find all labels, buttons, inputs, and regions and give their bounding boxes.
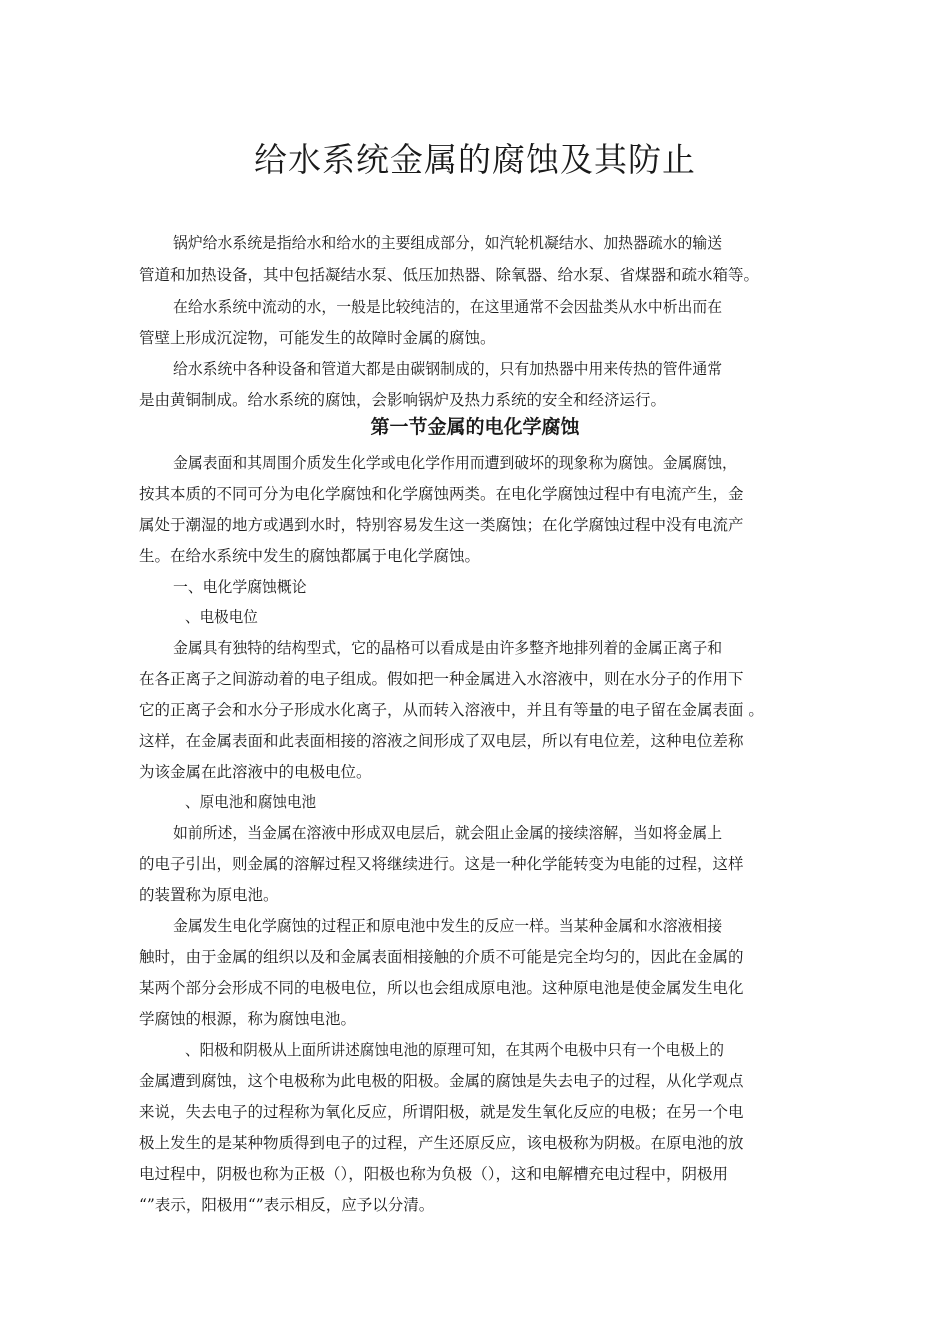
paragraph-line: 极上发生的是某种物质得到电子的过程，产生还原反应，该电极称为阴极。在原电池的放	[139, 1134, 744, 1152]
paragraph-line: 如前所述，当金属在溶液中形成双电层后，就会阻止金属的接续溶解，当如将金属上	[173, 824, 723, 842]
paragraph-line: 、阳极和阴极从上面所讲述腐蚀电池的原理可知，在其两个电极中只有一个电极上的	[185, 1041, 724, 1059]
paragraph-line: 学腐蚀的根源，称为腐蚀电池。	[139, 1010, 357, 1028]
paragraph-line: 锅炉给水系统是指给水和给水的主要组成部分，如汽轮机凝结水、加热器疏水的输送	[173, 234, 723, 252]
paragraph-line: 生。在给水系统中发生的腐蚀都属于电化学腐蚀。	[139, 547, 481, 565]
subheading: 、原电池和腐蚀电池	[185, 793, 317, 811]
paragraph-line: 在给水系统中流动的水，一般是比较纯洁的，在这里通常不会因盐类从水中析出而在	[173, 298, 723, 316]
paragraph-line: 为该金属在此溶液中的电极电位。	[139, 763, 372, 781]
paragraph-line: 金属表面和其周围介质发生化学或电化学作用而遭到破坏的现象称为腐蚀。金属腐蚀，	[173, 454, 737, 472]
paragraph-line: “”表示，阳极用“”表示相反，应予以分清。	[139, 1196, 435, 1214]
paragraph-line: 是由黄铜制成。给水系统的腐蚀，会影响锅炉及热力系统的安全和经济运行。	[139, 391, 667, 409]
paragraph-line: 金属具有独特的结构型式，它的晶格可以看成是由许多整齐地排列着的金属正离子和	[173, 639, 723, 657]
subheading: 、电极电位	[185, 608, 258, 626]
section-heading: 第一节金属的电化学腐蚀	[370, 416, 580, 438]
paragraph-line: 触时，由于金属的组织以及和金属表面相接触的介质不可能是完全均匀的，因此在金属的	[139, 948, 744, 966]
paragraph-line: 它的正离子会和水分子形成水化离子，从而转入溶液中，并且有等量的电子留在金属表面 。	[139, 701, 764, 719]
paragraph-line: 在各正离子之间游动着的电子组成。假如把一种金属进入水溶液中，则在水分子的作用下	[139, 670, 744, 688]
paragraph-line: 某两个部分会形成不同的电极电位，所以也会组成原电池。这种原电池是使金属发生电化	[139, 979, 744, 997]
paragraph-line: 电过程中，阴极也称为正极（），阳极也称为负极（），这和电解槽充电过程中，阴极用	[139, 1165, 729, 1183]
paragraph-line: 金属遭到腐蚀，这个电极称为此电极的阳极。金属的腐蚀是失去电子的过程，从化学观点	[139, 1072, 744, 1090]
document-title: 给水系统金属的腐蚀及其防止	[254, 140, 696, 179]
paragraph-line: 管壁上形成沉淀物，可能发生的故障时金属的腐蚀。	[139, 329, 496, 347]
paragraph-line: 金属发生电化学腐蚀的过程正和原电池中发生的反应一样。当某种金属和水溶液相接	[173, 917, 723, 935]
paragraph-line: 管道和加热设备，其中包括凝结水泵、低压加热器、除氧器、给水泵、省煤器和疏水箱等。	[139, 266, 760, 284]
paragraph-line: 的装置称为原电池。	[139, 886, 279, 904]
paragraph-line: 来说，失去电子的过程称为氧化反应，所谓阳极，就是发生氧化反应的电极；在另一个电	[139, 1103, 744, 1121]
paragraph-line: 的电子引出，则金属的溶解过程又将继续进行。这是一种化学能转变为电能的过程，这样	[139, 855, 744, 873]
paragraph-line: 这样，在金属表面和此表面相接的溶液之间形成了双电层，所以有电位差，这种电位差称	[139, 732, 744, 750]
subheading: 一、电化学腐蚀概论	[173, 578, 307, 596]
paragraph-line: 给水系统中各种设备和管道大都是由碳钢制成的，只有加热器中用来传热的管件通常	[173, 360, 723, 378]
paragraph-line: 属处于潮湿的地方或遇到水时，特别容易发生这一类腐蚀；在化学腐蚀过程中没有电流产	[139, 516, 744, 534]
paragraph-line: 按其本质的不同可分为电化学腐蚀和化学腐蚀两类。在电化学腐蚀过程中有电流产生，金	[139, 485, 744, 503]
